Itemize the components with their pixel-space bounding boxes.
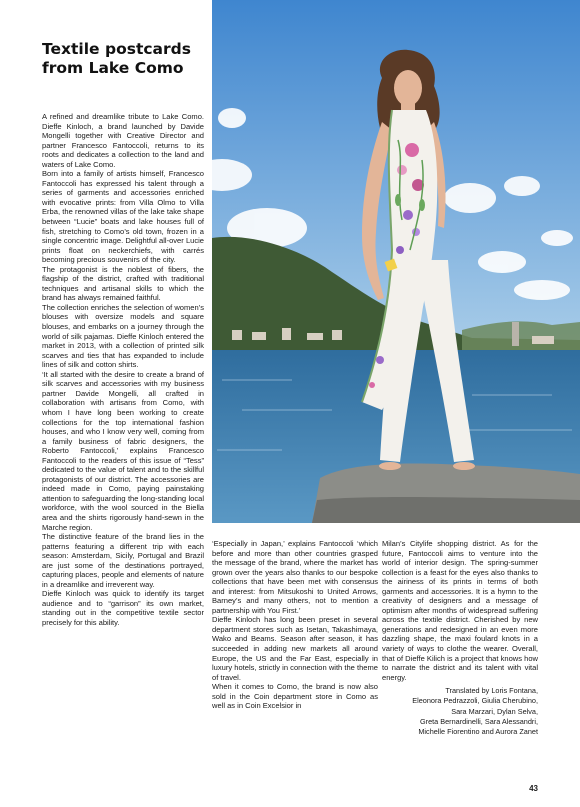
body-paragraph: The collection enriches the selection of women’s blouses with oversize models and square blouses, and embarks on a journey through the world of silk pajamas. Dieffe Kinloch entered the market in 2013, with a collection of printed silk scarves and ties that has expanded to include lines of silk and cotton shirts. [42, 302, 204, 370]
far-hills [462, 321, 580, 352]
credits-line: Sara Marzari, Dylan Selva, [451, 706, 538, 716]
body-paragraph: The distinctive feature of the brand lies in the patterns featuring a different trip with each season: Amsterdam, Sicily, Portugal and Brazil are just some of the destinations portrayed, capturing places, people and elements of nature in a dreamlike and irreverent way. [42, 532, 204, 589]
left-text-column [42, 112, 204, 628]
lake-como-scene [212, 0, 580, 523]
credits-line: Michelle Fiorentino and Aurora Zanet [418, 727, 538, 737]
body-paragraph: Milan’s Citylife shopping district. As for the future, Fantoccoli aims to venture into the world of interior design. The spring-summer collection is a feast for the eyes also thanks to the airiness of its prints in terms of both garments and accessories. It is a hymn to the creativity of designers and a message of optimism after months of widespread suffering across the textile district. Cherished by new generations and redesigned in an even more dazzling shape, the maxi foulard knots in a variety of ways to clothe the wearer. Overall, that of Dieffe Kilich is a project that knows how to narrate the district and its talent with vital energy. [382, 539, 538, 682]
face [394, 70, 422, 106]
body-paragraph: Dieffe Kinloch was quick to identify its target audience and to “garrison” its own market, standing out in the competitive textile sector precisely for this ability. [42, 589, 204, 627]
body-paragraph: Dieffe Kinloch has long been preset in several department stores such as Isetan, Takashimaya, Wako and Beams. Season after season, it has succeeded in adding new markets all around Europe, the US and the Far East, especially in luxury hotels, strictly in connection with the theme of travel. [212, 615, 378, 682]
body-paragraph: The protagonist is the noblest of fibers, the flagship of the district, crafted with traditional techniques and artisanal skills to which the brand has always remained faithful. [42, 264, 204, 303]
body-paragraph: A refined and dreamlike tribute to Lake Como. Dieffe Kinloch, a brand launched by Davide Mongelli together with Creative Director and partner Francesco Fantoccoli, returns to its roots and dedicates a collection to the land and waters of Lake Como. [42, 112, 204, 169]
fashion-photo [212, 0, 580, 523]
credits-line: Eleonora Pedrazzoli, Giulia Cherubino, [412, 696, 538, 706]
rock-shadow [312, 497, 580, 523]
article-title-line-1: Textile postcards [42, 40, 191, 58]
article-title [42, 40, 202, 78]
body-paragraph: When it comes to Como, the brand is now also sold in the Coin department store in Como as well as in Coin Excelsior in [212, 682, 378, 711]
credits-line: Greta Bernardinelli, Sara Alessandri, [419, 716, 538, 726]
translation-credits [382, 686, 538, 737]
body-paragraph: Born into a family of artists himself, Francesco Fantoccoli has expressed his talent through a series of garments and accessories enriched with evocative prints: from Villa Olmo to Villa Erba, the renowned villas of the lake take shape between “Lucie” boats and lake houses full of fish, stretching to Como’s old town, frozen in a single concentric image. Delightful all-over Lucie prints float on neckerchiefs, with carrés becoming precious souvenirs of the city. [42, 169, 204, 265]
middle-text-column [212, 539, 378, 711]
body-paragraph: ‘Especially in Japan,’ explains Fantoccoli ‘which before and more than other countries grasped the message of the brand, where the market has grown over the years also thanks to our bespoke collections that have been met with consensus and interest: from Mitsukoshi to United Arrows, Barney’s and many others, not to mention a partnership with You First.’ [212, 539, 378, 615]
article-title-line-2: from Lake Como [42, 59, 184, 77]
body-paragraph: ‘It all started with the desire to create a brand of silk scarves and accessories with my business partner Davide Mongelli, all crafted in collaboration with artisans from Como, with whom I have long been working to create collections for the top international fashion houses, and who I know very well, coming from a family business of fabric designers, the Roberto Fantoccoli,’ explains Francesco Fantoccoli to the readers of this issue of “Tess” dedicated to the value of talent and to the skillful protagonists of our district. The accessories are indeed made in Como, paying painstaking attention to safeguarding the long-standing local workforce, with the wool sourced in the Biella area and the shirts rigorously hand-sewn in the Marche region. [42, 369, 204, 532]
credits-line: Translated by Loris Fontana, [445, 686, 538, 696]
page-number: 43 [529, 784, 538, 793]
right-text-column [382, 539, 538, 737]
